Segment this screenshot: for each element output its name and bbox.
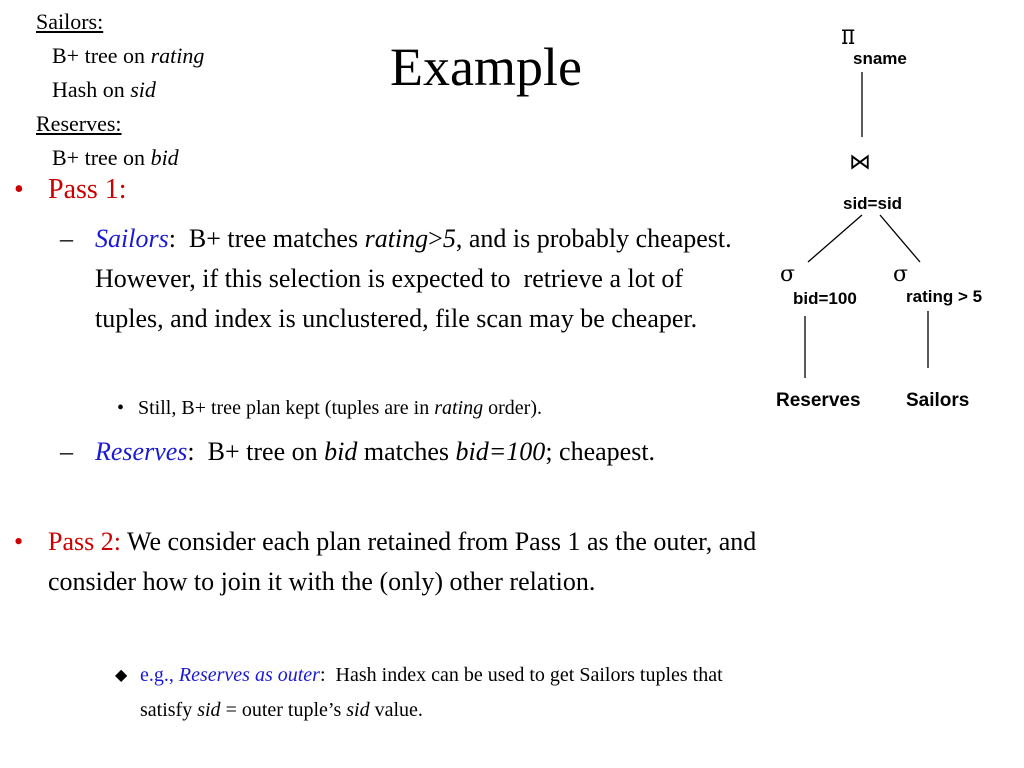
reserves-label: Reserves: xyxy=(36,111,122,136)
join-symbol: ⋈ xyxy=(849,150,871,175)
projection-symbol: π xyxy=(841,18,856,51)
still-bullet: • xyxy=(117,397,125,419)
reserves-dash: – xyxy=(60,437,73,466)
sailors-label: Sailors: xyxy=(36,9,104,34)
eg-diamond-icon: ◆ xyxy=(115,667,128,684)
sailors-index-rating: B+ tree on rating xyxy=(52,43,205,68)
edge-join-right xyxy=(880,215,920,262)
pass2-paragraph: Pass 2: We consider each plan retained from Pass 1 as the outer, and consider how to join it with the (only) other relation. xyxy=(48,527,757,596)
projection-attr: sname xyxy=(853,49,907,68)
reserves-relation: Reserves xyxy=(776,390,861,411)
left-selection-symbol: σ xyxy=(780,262,796,287)
right-selection-condition: rating > 5 xyxy=(906,287,983,306)
left-selection-condition: bid=100 xyxy=(793,289,857,308)
right-selection-symbol: σ xyxy=(893,262,909,287)
pass2-bullet: • xyxy=(14,527,24,556)
still-text: Still, B+ tree plan kept (tuples are in rating order). xyxy=(138,397,542,419)
eg-paragraph: e.g., Reserves as outer: Hash index can be used to get Sailors tuples that satisfy sid = outer tuple’s sid value. xyxy=(140,664,728,721)
pass1-label: Pass 1: xyxy=(48,174,127,205)
edge-join-left xyxy=(808,215,862,262)
reserves-paragraph: Reserves: B+ tree on bid matches bid=100; cheapest. xyxy=(95,437,656,466)
sailors-relation: Sailors xyxy=(906,390,970,411)
sailors-dash: – xyxy=(60,224,73,253)
join-condition: sid=sid xyxy=(843,194,903,213)
sailors-paragraph: Sailors: B+ tree matches rating>5, and is probably cheapest. However, if this selection is expected to retrieve a lot of tuples, and index is unclustered, file scan may be cheaper. xyxy=(95,224,745,333)
pass1-bullet: • xyxy=(14,174,24,205)
sailors-index-sid: Hash on sid xyxy=(52,77,156,102)
slide-title: Example xyxy=(390,37,582,97)
reserves-index-bid: B+ tree on bid xyxy=(52,145,179,170)
